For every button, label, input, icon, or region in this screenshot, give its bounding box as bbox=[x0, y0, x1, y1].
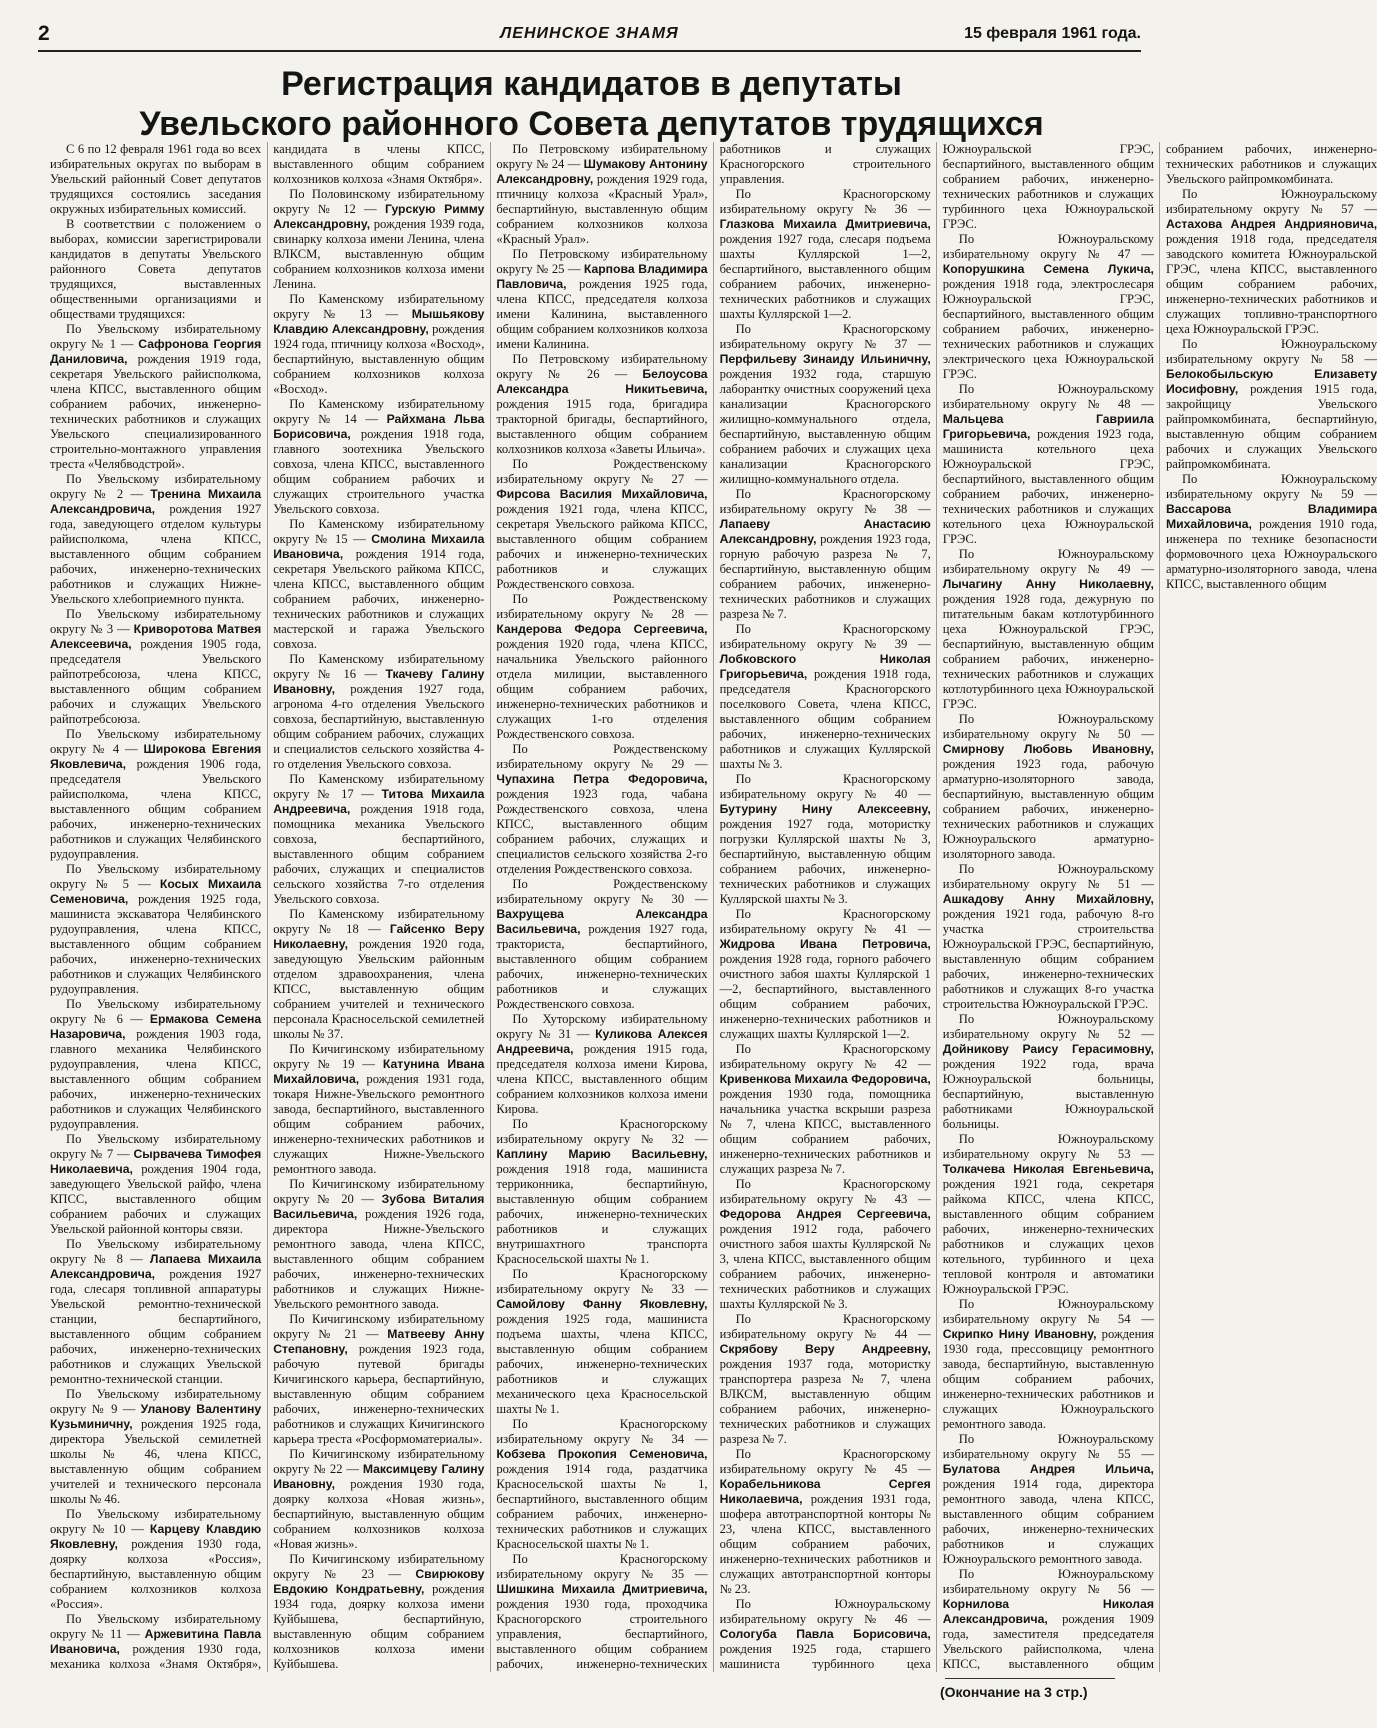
candidate-entry bbox=[273, 292, 484, 397]
candidate-details: рождения 1921 года, секретаря райкома КПСС, члена КПСС, выставленного общим собранием рабочих, инженерно-технических работников и служащих цехов котельного, турбинного и цеха тепловой контроля и автоматики Южноуральской ГРЭС. bbox=[942, 1177, 1154, 1296]
candidate-name: Смирнову Любовь Ивановну, bbox=[942, 742, 1154, 756]
candidate-details: рождения 1915 года, председателя колхоза имени Кирова, члена КПСС, выставленного общим собранием колхозников колхоза имени Кирова. bbox=[496, 1042, 708, 1116]
candidate-entry bbox=[943, 1432, 1154, 1567]
candidate-entry bbox=[50, 727, 261, 862]
candidate-name: Карцеву Клавдию Яковлевну, bbox=[50, 1522, 262, 1551]
candidate-details: рождения 1904 года, заведующего Увельской райфо, члена КПСС, выставленного общим собранием рабочих и служащих Увельской районной конторы связи. bbox=[50, 1162, 262, 1236]
candidate-entry bbox=[496, 592, 707, 742]
candidate-entry bbox=[273, 1042, 484, 1177]
candidate-details: рождения 1922 года, врача Южноуральской больницы, беспартийную, выставленную работниками Южноуральской больницы. bbox=[942, 1057, 1154, 1131]
candidate-district: По Кичигинскому избирательному округу № 19 — bbox=[273, 1042, 485, 1071]
candidate-name: Скрябову Веру Андреевну, bbox=[719, 1342, 931, 1356]
candidate-entry bbox=[496, 1117, 707, 1267]
candidate-entry bbox=[50, 322, 261, 472]
candidate-entry bbox=[720, 622, 931, 772]
candidate-details: рождения 1929 года, птичницу колхоза «Красный Урал», беспартийную, выставленную общим собранием колхозников колхоза «Красный Урал». bbox=[496, 172, 708, 246]
candidate-name: Аржевитина Павла Ивановича, bbox=[50, 1627, 262, 1656]
candidate-details: рождения 1925 года, машиниста подъема шахты, члена КПСС, выставленную общим собранием рабочих, инженерно-технических работников и служащих механического цеха Красносельской шахты № 1. bbox=[496, 1312, 708, 1416]
candidate-district: По Рождественскому избирательному округу № 30 — bbox=[496, 877, 708, 906]
candidate-district: По Красногорскому избирательному округу № 42 — bbox=[719, 1042, 931, 1071]
candidate-name: Свирюкову Евдокию Кондратьевну, bbox=[273, 1567, 485, 1596]
candidate-district: По Красногорскому избирательному округу № 37 — bbox=[719, 322, 931, 351]
candidate-details: рождения 1927 года, заведующего отделом культуры райисполкома, члена КПСС, выставленного общим собранием рабочих, инженерно-технических работников и служащих Нижне-Увельского хлебоприемного пункта. bbox=[50, 502, 262, 606]
candidate-name: Корнилова Николая Александровича, bbox=[942, 1597, 1154, 1626]
candidate-entry bbox=[1166, 472, 1377, 592]
masthead-rule bbox=[38, 50, 1141, 52]
candidate-entry bbox=[496, 1267, 707, 1417]
candidate-entry bbox=[943, 1132, 1154, 1297]
candidate-entry bbox=[496, 457, 707, 592]
candidate-details: рождения 1918 года, председателя заводского комитета Южноуральской ГРЭС, члена КПСС, выставленного общим собранием рабочих, инженерно-технических работников и служащих топливно-транспортного цеха Южноуральской ГРЭС. bbox=[1165, 232, 1377, 336]
candidate-entry bbox=[943, 862, 1154, 1012]
candidate-district: По Увельскому избирательному округу № 8 — bbox=[50, 1237, 262, 1266]
candidate-district: По Южноуральскому избирательному округу № 51 — bbox=[942, 862, 1154, 891]
candidate-name: Ткачеву Галину Ивановну, bbox=[273, 667, 485, 696]
candidate-name: Мальцева Гавриила Григорьевича, bbox=[942, 412, 1154, 441]
candidate-details: рождения 1921 года, рабочую 8-го участка строительства Южноуральской ГРЭС, беспартийную, выставленную общим собранием рабочих, инженерно-технических работников и служащих 8-го участка строительства Южноуральской ГРЭС. bbox=[942, 907, 1154, 1011]
candidate-name: Смолина Михаила Ивановича, bbox=[273, 532, 485, 561]
candidate-district: По Южноуральскому избирательному округу № 53 — bbox=[942, 1132, 1154, 1161]
candidate-entry bbox=[273, 652, 484, 772]
candidate-entry bbox=[50, 1132, 261, 1237]
candidate-details: рождения 1939 года, свинарку колхоза имени Ленина, члена ВЛКСМ, выставленную общим собранием колхозников колхоза имени Ленина. bbox=[273, 217, 485, 291]
candidate-district: По Каменскому избирательному округу № 18 — bbox=[273, 907, 485, 936]
candidate-details: рождения 1923 года, горную рабочую разреза № 7, беспартийную, выставленную общим собранием рабочих, инженерно-технических работников и служащих разреза № 7. bbox=[719, 532, 931, 621]
candidate-name: Каплину Марию Васильевну, bbox=[496, 1147, 708, 1161]
candidate-district: По Половинскому избирательному округу № 12 — bbox=[273, 187, 485, 216]
candidate-entry bbox=[943, 1012, 1154, 1132]
candidate-district: По Южноуральскому избирательному округу № 48 — bbox=[942, 382, 1154, 411]
candidate-name: Белоусова Александра Никитьевича, bbox=[496, 367, 708, 396]
candidate-name: Глазкова Михаила Дмитриевича, bbox=[719, 217, 931, 231]
candidate-details: рождения 1918 года, помощника механика Увельского совхоза, беспартийного, выставленного общим собранием рабочих, служащих и специалистов сельского хозяйства 7-го отделения Увельского совхоза. bbox=[273, 802, 485, 906]
candidate-entry bbox=[720, 187, 931, 322]
candidate-details: рождения 1923 года, чабана Рождественского совхоза, члена КПСС, выставленного общим собранием рабочих, служащих и специалистов сельского хозяйства 2-го отделения Рождественского совхоза. bbox=[496, 787, 708, 876]
candidate-entry bbox=[273, 1312, 484, 1447]
candidate-name: Сафронова Георгия Даниловича, bbox=[50, 337, 262, 366]
candidate-district: По Красногорскому избирательному округу № 32 — bbox=[496, 1117, 708, 1146]
candidate-details: рождения 1918 года, машиниста терриконника, беспартийную, выставленную общим собранием рабочих, инженерно-технических работников и служащих внутришахтного транспорта Красносельской шахты № 1. bbox=[496, 1162, 708, 1266]
candidate-entry bbox=[496, 352, 707, 457]
candidate-name: Гурскую Римму Александровну, bbox=[273, 202, 485, 231]
candidate-details: рождения 1903 года, главного механика Челябинского рудоуправления, члена КПСС, выставленного общим собранием рабочих, инженерно-технических работников и служащих Челябинского рудоуправления. bbox=[50, 1027, 262, 1131]
candidate-district: По Южноуральскому избирательному округу № 56 — bbox=[942, 1567, 1154, 1596]
candidate-details: рождения 1921 года, члена КПСС, секретаря Увельского райкома КПСС, выставленного общим собранием рабочих и инженерно-технических работников и служащих Рождественского совхоза. bbox=[496, 502, 708, 591]
candidate-name: Косых Михаила Семеновича, bbox=[50, 877, 262, 906]
candidate-details: рождения 1931 года, токаря Нижне-Увельского ремонтного завода, беспартийного, выставленного общим собранием рабочих, инженерно-технических работников и служащих Нижне-Увельского ремонтного завода. bbox=[273, 1072, 485, 1176]
candidate-name: Жидрова Ивана Петровича, bbox=[719, 937, 931, 951]
candidate-name: Астахова Андрея Андрияновича, bbox=[1165, 217, 1377, 231]
candidate-district: По Южноуральскому избирательному округу № 59 — bbox=[1165, 472, 1377, 501]
candidate-entry bbox=[50, 472, 261, 607]
candidate-details: рождения 1925 года, машиниста экскаватора Челябинского рудоуправления, члена КПСС, выставленного общим собранием рабочих, инженерно-технических работников и служащих Челябинского рудоуправления. bbox=[50, 892, 262, 996]
candidate-entry bbox=[273, 1552, 484, 1672]
candidate-details: рождения 1918 года, председателя Красногорского поселкового Совета, члена КПСС, выставленного общим собранием рабочих, инженерно-технических работников и служащих Куллярской шахты № 3. bbox=[719, 667, 931, 771]
candidate-entry bbox=[496, 142, 707, 247]
candidate-district: По Увельскому избирательному округу № 10 — bbox=[50, 1507, 262, 1536]
candidate-name: Кобзева Прокопия Семеновича, bbox=[496, 1447, 708, 1461]
candidate-details: рождения 1926 года, директора Нижне-Увельского ремонтного завода, члена КПСС, выставленного общим собранием рабочих, инженерно-технических работников и служащих Нижне-Увельского ремонтного завода. bbox=[273, 1207, 485, 1311]
candidate-entry bbox=[50, 1237, 261, 1387]
candidate-details: рождения 1920 года, заведующую Увельским районным отделом здравоохранения, члена КПСС, выставленную общим собранием учителей и технического персонала Красносельской семилетней школы № 37. bbox=[273, 937, 485, 1041]
candidate-details: рождения 1930 года, доярку колхоза «Россия», беспартийную, выставленную общим собранием колхозников колхоза «Россия». bbox=[50, 1537, 262, 1611]
candidate-entry bbox=[50, 997, 261, 1132]
candidate-district: По Южноуральскому избирательному округу № 55 — bbox=[942, 1432, 1154, 1461]
candidate-details: рождения 1905 года, председателя Увельского райпотребсоюза, члена КПСС, выставленного общим собранием рабочих и служащих Увельского райпотребсоюза. bbox=[50, 637, 262, 726]
candidate-name: Скрипко Нину Ивановну, bbox=[942, 1327, 1097, 1341]
candidate-district: По Увельскому избирательному округу № 3 — bbox=[50, 607, 262, 636]
candidate-district: По Красногорскому избирательному округу № 34 — bbox=[496, 1417, 708, 1446]
candidate-district: По Южноуральскому избирательному округу № 58 — bbox=[1165, 337, 1377, 366]
candidate-name: Катунина Ивана Михайловича, bbox=[273, 1057, 485, 1086]
candidate-district: По Красногорскому избирательному округу № 44 — bbox=[719, 1312, 931, 1341]
candidate-details: рождения 1928 года, дежурную по питательным бакам котлотурбинного цеха Южноуральской ГРЭС, беспартийную, выставленную общим собранием рабочих, инженерно-технических работников и служащих котлотурбинного цеха Южноуральской ГРЭС. bbox=[942, 592, 1154, 711]
candidate-district: По Красногорскому избирательному округу № 35 — bbox=[496, 1552, 708, 1581]
candidate-district: По Южноуральскому избирательному округу № 49 — bbox=[942, 547, 1154, 576]
headline-line-1: Регистрация кандидатов в депутаты bbox=[281, 65, 902, 103]
footer-rule bbox=[945, 1678, 1115, 1679]
candidate-entry bbox=[720, 907, 931, 1042]
candidate-district: По Увельскому избирательному округу № 4 — bbox=[50, 727, 262, 756]
candidate-details: рождения 1923 года, рабочую арматурно-изоляторного завода, беспартийную, выставленную общим собранием рабочих, инженерно-технических работников и служащих Южноуральского арматурно-изоляторного завода. bbox=[942, 757, 1154, 861]
candidate-entry bbox=[50, 1507, 261, 1612]
candidate-details: рождения 1934 года, доярку колхоза имени Куйбышева, беспартийную, выставленную общим собранием колхозников колхоза имени Куйбышева. bbox=[273, 1582, 485, 1671]
candidate-district: По Каменскому избирательному округу № 17 — bbox=[273, 772, 485, 801]
candidate-name: Дойникову Раису Герасимовну, bbox=[942, 1042, 1154, 1056]
candidate-details: рождения 1918 года, главного зоотехника Увельского совхоза, члена КПСС, выставленного общим собранием рабочих и служащих строительного участка Увельского совхоза. bbox=[273, 427, 485, 516]
candidate-name: Тренина Михаила Александровича, bbox=[50, 487, 262, 516]
candidate-entry bbox=[273, 187, 484, 292]
candidate-district: По Южноуральскому избирательному округу № 54 — bbox=[942, 1297, 1154, 1326]
candidate-details: рождения 1930 года, помощника начальника участка вскрыши разреза № 7, члена КПСС, выставленного общим собранием рабочих, инженерно-технических работников и служащих разреза № 7. bbox=[719, 1087, 931, 1176]
candidate-details: рождения 1909 года, заместителя председателя Увельского райисполкома, члена КПСС, выставленного общим собранием рабочих, инженерно-технических работников и служащих Увельского райпромкомбината. bbox=[942, 142, 1377, 1671]
candidate-district: По Увельскому избирательному округу № 5 — bbox=[50, 862, 262, 891]
candidate-entry bbox=[720, 1042, 931, 1177]
candidate-details: рождения 1920 года, члена КПСС, начальника Увельского районного отдела милиции, выставленного общим собранием рабочих, инженерно-технических работников и служащих 1-го отделения Рождественского совхоза. bbox=[496, 637, 708, 741]
candidate-details: рождения 1915 года, закройщицу Увельского райпромкомбината, беспартийную, выставленную общим собранием рабочих и служащих Увельского райпромкомбината. bbox=[1165, 382, 1377, 471]
candidate-details: рождения 1937 года, мотористку транспортера разреза № 7, члена ВЛКСМ, выставленную общим собранием рабочих, инженерно-технических работников и служащих разреза № 7. bbox=[719, 1357, 931, 1446]
candidate-district: По Хуторскому избирательному округу № 31 — bbox=[496, 1012, 708, 1041]
candidate-district: По Рождественскому избирательному округу № 27 — bbox=[496, 457, 708, 486]
candidate-name: Криворотова Матвея Алексеевича, bbox=[50, 622, 262, 651]
candidate-entry bbox=[720, 772, 931, 907]
candidate-name: Копорушкина Семена Лукича, bbox=[942, 262, 1154, 276]
candidate-entry bbox=[273, 397, 484, 517]
candidate-name: Сологуба Павла Борисовича, bbox=[719, 1627, 931, 1641]
candidate-name: Зубова Виталия Васильевича, bbox=[273, 1192, 485, 1221]
candidate-entry bbox=[943, 382, 1154, 547]
candidate-name: Чупахина Петра Федоровича, bbox=[496, 772, 708, 786]
candidate-district: По Увельскому избирательному округу № 11 — bbox=[50, 1612, 262, 1641]
candidate-district: По Красногорскому избирательному округу № 38 — bbox=[719, 487, 931, 516]
candidate-name: Гайсенко Веру Николаевну, bbox=[273, 922, 485, 951]
candidate-details: рождения 1930 года, механика колхоза «Знамя Октября», кандидата в члены КПСС, выставленного общим собранием колхозников колхоза «Знамя Октября». bbox=[50, 142, 485, 1671]
candidate-entry bbox=[496, 247, 707, 352]
candidate-name: Вассарова Владимира Михайловича, bbox=[1165, 502, 1377, 531]
candidate-district: По Кичигинскому избирательному округу № 23 — bbox=[273, 1552, 485, 1581]
candidate-name: Федорова Андрея Сергеевича, bbox=[719, 1207, 931, 1221]
candidate-name: Шумакову Антонину Александровну, bbox=[496, 157, 708, 186]
candidate-district: По Красногорскому избирательному округу № 45 — bbox=[719, 1447, 931, 1476]
candidate-entry bbox=[720, 322, 931, 487]
candidate-entry bbox=[943, 712, 1154, 862]
candidate-name: Фирсова Василия Михайловича, bbox=[496, 487, 708, 501]
candidate-name: Перфильеву Зинаиду Ильиничну, bbox=[719, 352, 931, 366]
candidate-name: Толкачева Николая Евгеньевича, bbox=[942, 1162, 1154, 1176]
masthead bbox=[38, 22, 1141, 48]
candidate-district: По Кичигинскому избирательному округу № 22 — bbox=[273, 1447, 485, 1476]
candidate-entry bbox=[943, 547, 1154, 712]
candidate-details: рождения 1923 года, рабочую путевой бригады Кичигинского карьера, беспартийную, выставленную общим собранием рабочих, инженерно-технических работников и служащих Кичигинского карьера треста «Росформоматериалы». bbox=[273, 1342, 485, 1446]
candidate-district: По Каменскому избирательному округу № 13 — bbox=[273, 292, 485, 321]
candidate-name: Кандерова Федора Сергеевича, bbox=[496, 622, 708, 636]
candidate-details: рождения 1932 года, старшую лаборантку очистных сооружений цеха канализации Красногорского жилищно-коммунального отдела, беспартийную, выставленную общим собранием рабочих и служащих цеха канализации Красногорского жилищно-коммунального отдела. bbox=[719, 367, 931, 486]
candidate-name: Ашкадову Анну Михайловну, bbox=[942, 892, 1154, 906]
candidate-details: рождения 1912 года, рабочего очистного забоя шахты Куллярской № 3, члена КПСС, выставленного общим собранием рабочих, инженерно-технических работников и служащих шахты Куллярской № 3. bbox=[719, 1222, 931, 1311]
candidate-name: Мышьякову Клавдию Александровну, bbox=[273, 307, 485, 336]
candidate-entry bbox=[496, 1012, 707, 1117]
candidate-entry bbox=[50, 607, 261, 727]
candidate-details: рождения 1930 года, проходчика Красногорского строительного управления, беспартийного, выставленного общим собранием рабочих, инженерно-технических работников и служащих Красногорского строительного управления. bbox=[496, 142, 931, 1671]
candidate-details: рождения 1930 года, прессовщицу ремонтного завода, беспартийную, выставленную общим собранием рабочих, инженерно-технических работников и служащих Южноуральского ремонтного завода. bbox=[942, 1327, 1154, 1431]
candidate-district: По Южноуральскому избирательному округу № 46 — bbox=[719, 1597, 931, 1626]
candidate-name: Лапаеву Анастасию Александровну, bbox=[719, 517, 931, 546]
candidate-name: Вахрущева Александра Васильевича, bbox=[496, 907, 708, 936]
candidate-name: Максимцеву Галину Ивановну, bbox=[273, 1462, 485, 1491]
candidate-district: По Южноуральскому избирательному округу № 50 — bbox=[942, 712, 1154, 741]
candidate-name: Куликова Алексея Андреевича, bbox=[496, 1027, 708, 1056]
candidate-entry bbox=[50, 1387, 261, 1507]
candidate-district: По Увельскому избирательному округу № 2 — bbox=[50, 472, 262, 501]
candidate-details: рождения 1931 года, шофера автотранспортной конторы № 23, члена КПСС, выставленного общим собранием рабочих, инженерно-технических работников и служащих автотранспортной конторы № 23. bbox=[719, 1492, 931, 1596]
article-body bbox=[50, 142, 1377, 1672]
candidate-name: Кривенкова Михаила Федоровича, bbox=[719, 1072, 931, 1086]
candidate-details: рождения 1918 года, электрослесаря Южноуральской ГРЭС, беспартийного, выставленного общим собранием рабочих, инженерно-технических работников и служащих электрического цеха Южноуральской ГРЭС. bbox=[942, 277, 1154, 381]
candidate-entry bbox=[273, 1447, 484, 1552]
candidate-district: По Южноуральскому избирательному округу № 52 — bbox=[942, 1012, 1154, 1041]
candidate-details: рождения 1925 года, директора Увельской семилетней школы № 46, члена КПСС, выставленную общим собранием учителей и технического персонала школы № 46. bbox=[50, 1417, 262, 1506]
candidate-name: Ермакова Семена Назаровича, bbox=[50, 1012, 262, 1041]
candidate-name: Лобковского Николая Григорьевича, bbox=[719, 652, 931, 681]
candidate-entry bbox=[720, 487, 931, 622]
candidate-name: Белокобыльскую Елизавету Иосифовну, bbox=[1165, 367, 1377, 396]
intro-paragraph: С 6 по 12 февраля 1961 года во всех избирательных округах по выборам в Увельский районный Совет депутатов трудящихся состоялись заседания окружных избирательных комиссий. bbox=[50, 142, 262, 216]
candidate-district: По Южноуральскому избирательному округу № 47 — bbox=[942, 232, 1154, 261]
candidate-details: рождения 1919 года, секретаря Увельского райисполкома, члена КПСС, выставленного общим собранием рабочих, инженерно-технических работников и служащих Увельского специализированного строительно-монтажного управления треста «Челябводстрой». bbox=[50, 352, 262, 471]
candidate-name: Булатова Андрея Ильича, bbox=[942, 1462, 1154, 1476]
candidate-entry bbox=[273, 907, 484, 1042]
continuation-note: (Окончание на 3 стр.) bbox=[940, 1684, 1088, 1700]
candidate-district: По Красногорскому избирательному округу № 43 — bbox=[719, 1177, 931, 1206]
candidate-details: рождения 1925 года, старшего машиниста турбинного цеха Южноуральской ГРЭС, беспартийного, выставленного общим собранием рабочих, инженерно-технических работников и служащих турбинного цеха Южноуральской ГРЭС. bbox=[719, 142, 1154, 1671]
candidate-district: По Каменскому избирательному округу № 14 — bbox=[273, 397, 485, 426]
candidate-entry bbox=[273, 517, 484, 652]
candidate-details: рождения 1928 года, горного рабочего очистного забоя шахты Куллярской 1—2, беспартийного, выставленного общим собранием рабочих, инженерно-технических работников и служащих шахты Куллярской 1—2. bbox=[719, 952, 931, 1041]
candidate-district: По Красногорскому избирательному округу № 41 — bbox=[719, 907, 931, 936]
candidate-district: По Увельскому избирательному округу № 7 — bbox=[50, 1132, 262, 1161]
candidate-details: рождения 1927 года, агронома 4-го отделения Увельского совхоза, беспартийную, выставленную общим собранием рабочих, служащих и специалистов сельского хозяйства 4-го отделения Увельского совхоза. bbox=[273, 682, 485, 771]
candidate-district: По Увельскому избирательному округу № 9 — bbox=[50, 1387, 262, 1416]
candidate-name: Бутурину Нину Алексеевну, bbox=[719, 802, 931, 816]
intro-paragraph: В соответствии с положением о выборах, комиссии зарегистрировали кандидатов в депутаты Увельского районного Совета депутатов трудящихся, выставленных общественными организациями и обществами трудящихся: bbox=[50, 217, 262, 321]
candidate-details: рождения 1915 года, бригадира тракторной бригады, беспартийного, выставленного общим собранием колхозников колхоза «Заветы Ильича». bbox=[496, 397, 708, 456]
candidate-name: Шишкина Михаила Дмитриевича, bbox=[496, 1582, 708, 1596]
candidate-district: По Петровскому избирательному округу № 25 — bbox=[496, 247, 708, 276]
candidate-name: Карпова Владимира Павловича, bbox=[496, 262, 708, 291]
candidate-district: По Рождественскому избирательному округу № 28 — bbox=[496, 592, 708, 621]
candidate-entry bbox=[1166, 187, 1377, 337]
candidate-name: Титова Михаила Андреевича, bbox=[273, 787, 485, 816]
candidate-entry bbox=[496, 742, 707, 877]
candidate-details: рождения 1927 года, слесаря топливной аппаратуры Увельской ремонтно-технической станции, беспартийного, выставленного общим собранием рабочих, инженерно-технических работников и служащих Увельской ремонтно-технической станции. bbox=[50, 1267, 262, 1386]
candidate-district: По Рождественскому избирательному округу № 29 — bbox=[496, 742, 708, 771]
candidate-entry bbox=[943, 232, 1154, 382]
candidate-details: рождения 1925 года, члена КПСС, председателя колхоза имени Калинина, выставленного общим собранием колхозников колхоза имени Калинина. bbox=[496, 277, 708, 351]
candidate-entry bbox=[496, 1417, 707, 1552]
candidate-entry bbox=[720, 1312, 931, 1447]
candidate-details: рождения 1924 года, птичницу колхоза «Восход», беспартийную, выставленную общим собранием колхозников колхоза «Восход». bbox=[273, 322, 485, 396]
candidate-name: Корабельникова Сергея Николаевича, bbox=[719, 1477, 931, 1506]
candidate-district: По Красногорскому избирательному округу № 39 — bbox=[719, 622, 931, 651]
candidate-name: Райхмана Льва Борисовича, bbox=[273, 412, 485, 441]
candidate-name: Широкова Евгения Яковлевича, bbox=[50, 742, 262, 771]
candidate-name: Лапаева Михаила Александровича, bbox=[50, 1252, 262, 1281]
candidate-details: рождения 1914 года, секретаря Увельского райкома КПСС, члена КПСС, выставленного общим собранием рабочих, инженерно-технических работников и служащих мастерской и гаража Увельского совхоза. bbox=[273, 547, 485, 651]
candidate-name: Лычагину Анну Николаевну, bbox=[942, 577, 1154, 591]
headline-line-2: Увельского районного Совета депутатов трудящихся bbox=[139, 105, 1044, 143]
candidate-name: Сырвачева Тимофея Николаевича, bbox=[50, 1147, 262, 1176]
candidate-district: По Красногорскому избирательному округу № 36 — bbox=[719, 187, 931, 216]
page-number: 2 bbox=[38, 22, 50, 45]
candidate-details: рождения 1923 года, машиниста котельного цеха Южноуральской ГРЭС, беспартийного, выставленного общим собранием рабочих, инженерно-технических работников и служащих котельного цеха Южноуральской ГРЭС. bbox=[942, 427, 1154, 546]
candidate-details: рождения 1914 года, директора ремонтного завода, члена КПСС, выставленного общим собранием рабочих, инженерно-технических работников и служащих Южноуральского ремонтного завода. bbox=[942, 1477, 1154, 1566]
candidate-details: рождения 1910 года, инженера по технике безопасности формовочного цеха Южноуральского арматурно-изоляторного завода, члена КПСС, выставленного общим bbox=[1165, 517, 1377, 591]
candidate-details: рождения 1930 года, доярку колхоза «Новая жизнь», беспартийную, выставленную общим собранием колхозников колхоза «Новая жизнь». bbox=[273, 1477, 485, 1551]
candidate-details: рождения 1906 года, председателя Увельского райисполкома, члена КПСС, выставленного общим собранием рабочих, инженерно-технических работников и служащих Челябинского рудоуправления. bbox=[50, 757, 262, 861]
article-headline bbox=[60, 64, 1123, 144]
candidate-district: По Красногорскому избирательному округу № 40 — bbox=[719, 772, 931, 801]
candidate-district: По Петровскому избирательному округу № 24 — bbox=[496, 142, 708, 171]
candidate-district: По Увельскому избирательному округу № 1 — bbox=[50, 322, 262, 351]
candidate-district: По Каменскому избирательному округу № 16 — bbox=[273, 652, 485, 681]
candidate-district: По Южноуральскому избирательному округу № 57 — bbox=[1165, 187, 1377, 216]
newspaper-name: ЛЕНИНСКОЕ ЗНАМЯ bbox=[500, 25, 679, 42]
candidate-name: Уланову Валентину Кузьминичну, bbox=[50, 1402, 262, 1431]
candidate-district: По Увельскому избирательному округу № 6 — bbox=[50, 997, 262, 1026]
candidate-district: По Петровскому избирательному округу № 26 — bbox=[496, 352, 708, 381]
candidate-district: По Кичигинскому избирательному округу № 21 — bbox=[273, 1312, 485, 1341]
candidate-entry bbox=[943, 1297, 1154, 1432]
issue-date: 15 февраля 1961 года. bbox=[964, 25, 1141, 42]
candidate-details: рождения 1927 года, слесаря подъема шахты Куллярской 1—2, беспартийного, выставленного общим собранием рабочих, инженерно-технических работников и служащих шахты Куллярской 1—2. bbox=[719, 232, 931, 321]
candidate-details: рождения 1914 года, раздатчика Красносельской шахты № 1, беспартийного, выставленного общим собранием рабочих, инженерно-технических работников и служащих Красносельской шахты № 1. bbox=[496, 1462, 708, 1551]
candidate-entry bbox=[720, 1177, 931, 1312]
candidate-entry bbox=[496, 877, 707, 1012]
candidate-details: рождения 1927 года, тракториста, беспартийного, выставленного общим собранием рабочих, инженерно-технических работников и служащих Рождественского совхоза. bbox=[496, 922, 708, 1011]
candidate-district: По Красногорскому избирательному округу № 33 — bbox=[496, 1267, 708, 1296]
candidate-entry bbox=[1166, 337, 1377, 472]
candidate-name: Самойлову Фанну Яковлевну, bbox=[496, 1297, 708, 1311]
candidate-name: Матвееву Анну Степановну, bbox=[273, 1327, 485, 1356]
candidate-entry bbox=[273, 1177, 484, 1312]
candidate-entry bbox=[50, 862, 261, 997]
candidate-entry bbox=[720, 1447, 931, 1597]
candidate-district: По Кичигинскому избирательному округу № 20 — bbox=[273, 1177, 485, 1206]
candidate-district: По Каменскому избирательному округу № 15 — bbox=[273, 517, 485, 546]
candidate-entry bbox=[273, 772, 484, 907]
candidate-details: рождения 1927 года, мотористку погрузки Куллярской шахты № 3, беспартийную, выставленную общим собранием рабочих, инженерно-технических работников и служащих Куллярской шахты № 3. bbox=[719, 817, 931, 906]
